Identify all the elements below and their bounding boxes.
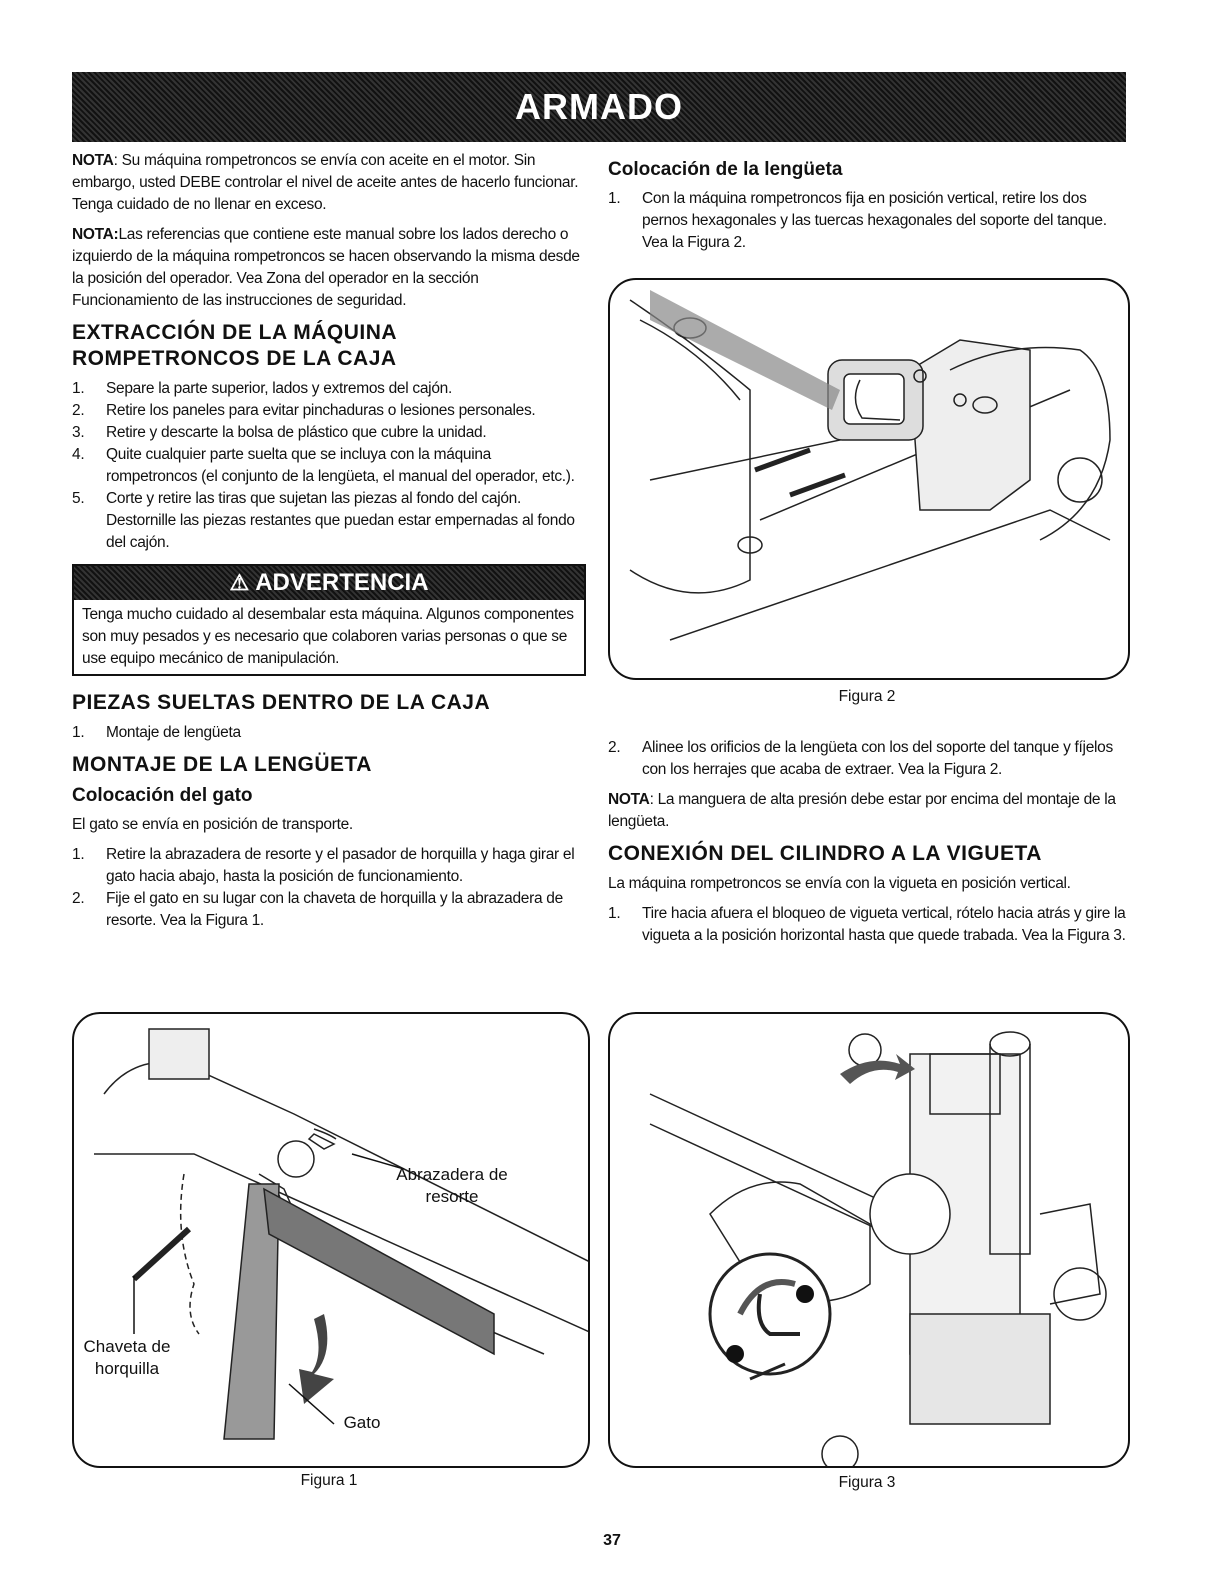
nota-hose: NOTA: La manguera de alta presión debe estar por encima del montaje de la lengüeta. xyxy=(608,791,1116,830)
list-item: 4. Quite cualquier parte suelta que se incluya con la máquina rompetroncos (el conjunto de la lengüeta, el manual del operador, etc.). xyxy=(72,446,575,485)
loose-parts-list xyxy=(72,722,586,744)
nota-oil: NOTA: Su máquina rompetroncos se envía con aceite en el motor. Sin embargo, usted DEBE controlar el nivel de aceite antes de hacerlo funcionar. Tenga cuidado de no llenar en exceso. xyxy=(72,152,579,213)
tongue-bracket-drawing xyxy=(610,280,1128,678)
cylinder-steps xyxy=(608,903,1126,947)
jack-drawing xyxy=(74,1014,588,1466)
figure-2-caption: Figura 2 xyxy=(838,688,896,705)
list-item: 1. Montaje de lengüeta xyxy=(72,724,241,741)
label-spring-clip: Abrazadera de resorte xyxy=(396,1165,508,1206)
figure-3-illustration xyxy=(608,1012,1130,1468)
subsection-title-tongue: Colocación de la lengüeta xyxy=(608,159,843,180)
list-item: 2. Fije el gato en su lugar con la chaveta de horquilla y la abrazadera de resorte. Vea la Figura 1. xyxy=(72,890,563,929)
page-number: 37 xyxy=(603,1532,621,1549)
beam-drawing xyxy=(610,1014,1128,1466)
tongue-bar xyxy=(650,290,840,410)
list-item: 1. Tire hacia afuera el bloqueo de vigueta vertical, rótelo hacia atrás y gire la vigueta a la posición horizontal hasta que quede trabada. Vea la Figura 3. xyxy=(608,905,1126,944)
list-item: 2. Alinee los orificios de la lengüeta con los del soporte del tanque y fíjelos con los herrajes que acaba de extraer. Vea la Figura 2. xyxy=(608,739,1113,778)
cylinder-intro: La máquina rompetroncos se envía con la vigueta en posición vertical. xyxy=(608,875,1071,892)
unboxing-steps xyxy=(72,378,586,554)
section-title-loose-parts: PIEZAS SUELTAS DENTRO DE LA CAJA xyxy=(72,691,491,714)
section-title-cylinder: CONEXIÓN DEL CILINDRO A LA VIGUETA xyxy=(608,842,1042,865)
warning-text: Tenga mucho cuidado al desembalar esta máquina. Algunos componentes son muy pesados y es necesario que colaboren varias personas o que se use equipo mecánico de manipulación. xyxy=(82,606,574,667)
right-column-lower xyxy=(608,737,1126,955)
warning-title: ADVERTENCIA xyxy=(255,569,429,596)
figure-1-caption: Figura 1 xyxy=(300,1472,358,1489)
figure-3-caption: Figura 3 xyxy=(838,1474,896,1491)
jack-arm xyxy=(264,1189,494,1354)
figure-2-illustration xyxy=(608,278,1130,680)
warning-header xyxy=(74,566,584,600)
callout-dot xyxy=(796,1285,814,1303)
figure-1-illustration xyxy=(72,1012,590,1468)
list-item: 1. Con la máquina rompetroncos fija en posición vertical, retire los dos pernos hexagonales y las tuercas hexagonales del soporte del tanque. Vea la Figura 2. xyxy=(608,190,1107,251)
label-jack: Gato xyxy=(343,1413,381,1432)
left-column xyxy=(72,150,586,940)
list-item: 2. Retire los paneles para evitar pinchaduras o lesiones personales. xyxy=(72,402,536,419)
section-title-unboxing: EXTRACCIÓN DE LA MÁQUINA ROMPETRONCOS DE LA CAJA xyxy=(72,321,397,370)
rotation-arrow-icon xyxy=(299,1314,334,1404)
nota-sides: NOTA:Las referencias que contiene este manual sobre los lados derecho o izquierdo de la máquina rompetroncos se hacen observando la misma desde la posición del operador. Vea Zona del operador en la sección Funcionamiento de las instrucciones de seguridad. xyxy=(72,226,580,309)
tongue-steps-a xyxy=(608,188,1126,254)
label-hitch-pin: Chaveta de horquilla xyxy=(83,1337,171,1378)
warning-box xyxy=(72,564,586,676)
section-title-tongue-assembly: MONTAJE DE LA LENGÜETA xyxy=(72,753,372,776)
detail-circle xyxy=(870,1174,950,1254)
section-banner xyxy=(72,72,1126,142)
subsection-title-jack: Colocación del gato xyxy=(72,785,253,806)
callout-dot xyxy=(726,1345,744,1363)
list-item: 3. Retire y descarte la bolsa de plástico que cubre la unidad. xyxy=(72,424,487,441)
jack-steps xyxy=(72,844,586,932)
banner-title: ARMADO xyxy=(515,86,683,127)
tongue-steps-b xyxy=(608,737,1126,781)
jack-intro: El gato se envía en posición de transporte. xyxy=(72,816,353,833)
warning-triangle-icon: ⚠ xyxy=(229,570,250,595)
list-item: 1. Retire la abrazadera de resorte y el pasador de horquilla y haga girar el gato hacia abajo, hasta la posición de funcionamiento. xyxy=(72,846,575,885)
right-column xyxy=(608,154,1126,262)
list-item: 1. Separe la parte superior, lados y extremos del cajón. xyxy=(72,380,452,397)
list-item: 5. Corte y retire las tiras que sujetan las piezas al fondo del cajón. Destornille las piezas restantes que puedan estar empernadas al fondo del cajón. xyxy=(72,490,575,551)
